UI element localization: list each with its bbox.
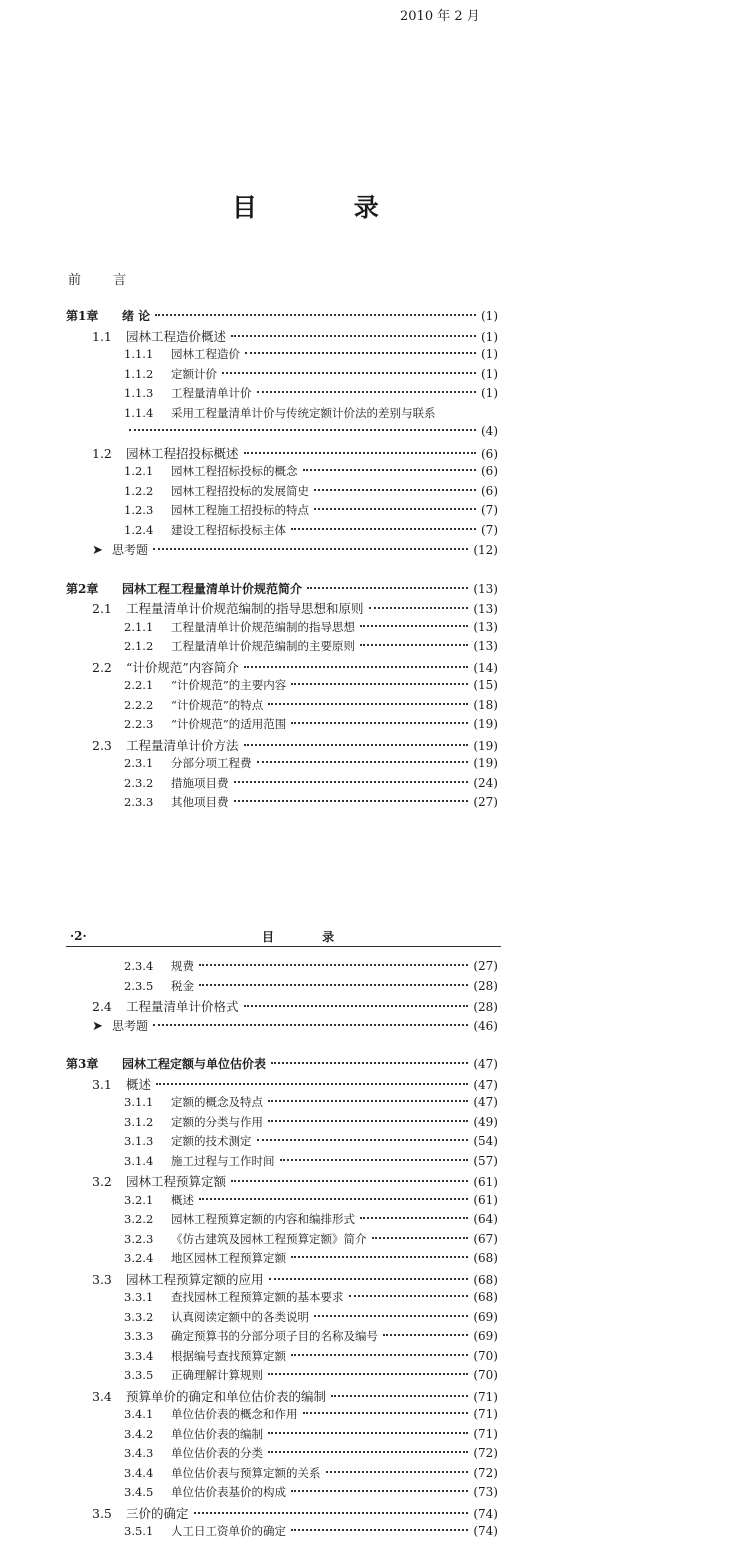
toc-page-number: (74)	[473, 1524, 498, 1538]
toc-entry[interactable]	[66, 385, 498, 405]
dot-leader	[153, 1024, 468, 1026]
dot-leader	[244, 744, 469, 746]
toc-number: 2.3.3	[124, 795, 154, 809]
toc-title: “计价规范”内容简介	[126, 659, 239, 675]
toc-entry[interactable]	[66, 697, 498, 717]
toc-entry[interactable]	[66, 658, 498, 678]
dot-leader	[199, 984, 468, 986]
toc-page-number: (19)	[473, 756, 498, 770]
toc-entry[interactable]	[66, 327, 498, 347]
toc-number: 3.3	[92, 1271, 112, 1287]
toc-number: 2.3.5	[124, 978, 154, 993]
toc-number: 2.2.1	[124, 678, 154, 692]
toc-page-number: (6)	[481, 483, 498, 498]
toc-title: 绪 论	[122, 309, 151, 323]
dot-leader	[291, 1256, 468, 1258]
toc-page-number: (61)	[473, 1192, 498, 1207]
toc-title: 预算单价的确定和单位估价表的编制	[126, 1388, 327, 1404]
toc-number: 3.1.4	[124, 1153, 154, 1168]
toc-title: 园林工程造价	[171, 347, 240, 361]
dot-leader	[360, 625, 468, 627]
toc-page-number: (54)	[473, 1134, 498, 1148]
toc-entry[interactable]	[66, 1231, 498, 1251]
toc-page-number: (19)	[473, 717, 498, 731]
toc-page-number: (64)	[473, 1212, 498, 1226]
toc-title: 园林工程招标投标的概念	[171, 464, 298, 478]
toc-number: 2.1.1	[124, 619, 154, 634]
toc-title: 规费	[171, 959, 194, 973]
toc-title: 施工过程与工作时间	[171, 1153, 275, 1168]
toc-page-number: (74)	[473, 1506, 498, 1521]
page-header	[66, 927, 501, 947]
toc-page-number: (47)	[473, 1057, 498, 1071]
dot-leader	[349, 1295, 469, 1297]
toc-title: 园林工程招投标的发展简史	[171, 483, 309, 498]
toc-page-number: (15)	[473, 678, 498, 692]
toc-title: 园林工程施工招投标的特点	[171, 503, 309, 517]
toc-number: 3.3.1	[124, 1290, 154, 1304]
toc-entry[interactable]	[66, 599, 498, 619]
toc-entry[interactable]	[66, 1328, 498, 1348]
toc-number: 2.3.2	[124, 775, 154, 790]
toc-number: 第3章	[66, 1057, 99, 1071]
toc-page-number: (27)	[473, 795, 498, 809]
toc-entry-exercises[interactable]	[66, 541, 498, 561]
toc-entry[interactable]	[66, 677, 498, 697]
toc-page-number: (7)	[481, 503, 498, 517]
toc-entry[interactable]	[66, 638, 498, 658]
toc-title: 工程量清单计价规范编制的主要原则	[171, 639, 355, 653]
dot-leader	[291, 1354, 468, 1356]
toc-page-number: (24)	[473, 775, 498, 790]
dot-leader	[268, 1432, 468, 1434]
dot-leader	[222, 372, 476, 374]
toc-title: 概述	[171, 1192, 194, 1207]
arrow-bullet-icon: ➤	[92, 543, 103, 558]
toc-page-number: (1)	[481, 309, 498, 323]
toc-number: 3.2.3	[124, 1231, 154, 1246]
toc-page-number: (73)	[473, 1485, 498, 1499]
toc-title: 《仿古建筑及园林工程预算定额》简介	[171, 1231, 367, 1246]
toc-title: 单位估价表的编制	[171, 1426, 263, 1441]
toc-number: 3.4	[92, 1388, 112, 1404]
toc-page-number: (71)	[473, 1389, 498, 1404]
toc-entry[interactable]	[66, 483, 498, 503]
dot-leader	[307, 587, 468, 589]
dot-leader	[269, 1278, 469, 1280]
toc-entry[interactable]	[66, 1484, 498, 1504]
toc-page-number: (71)	[473, 1407, 498, 1421]
toc-title: 园林工程预算定额的应用	[126, 1271, 264, 1287]
toc-entry[interactable]	[66, 1426, 498, 1446]
toc-title: 园林工程招投标概述	[126, 445, 239, 461]
dot-leader	[155, 314, 476, 316]
toc-number: 2.3.1	[124, 756, 154, 770]
toc-page-number: (69)	[473, 1329, 498, 1343]
toc-number: 3.2.2	[124, 1212, 154, 1226]
toc-number: 3.1.2	[124, 1114, 154, 1129]
dot-leader	[244, 452, 476, 454]
toc-entry[interactable]	[66, 794, 498, 814]
dot-leader	[314, 508, 476, 510]
toc-entry[interactable]	[66, 1523, 498, 1543]
toc-title: 确定预算书的分部分项子目的名称及编号	[171, 1329, 378, 1343]
toc-entry[interactable]	[66, 1348, 498, 1368]
toc-title: 三价的确定	[126, 1505, 189, 1521]
dot-leader	[369, 607, 469, 609]
dot-leader	[199, 1198, 468, 1200]
toc-title: 思考题	[112, 543, 149, 557]
toc-entry[interactable]	[66, 346, 498, 366]
toc-entry[interactable]	[66, 463, 498, 483]
toc-number: 2.4	[92, 999, 112, 1014]
toc-entry[interactable]	[66, 978, 498, 998]
toc-entry-exercises[interactable]	[66, 1017, 498, 1037]
dot-leader	[199, 964, 468, 966]
toc-entry[interactable]	[66, 1211, 498, 1231]
toc-page-number: (1)	[481, 366, 498, 381]
toc-page-number: (14)	[473, 660, 498, 675]
dot-leader	[257, 391, 477, 393]
dot-leader	[268, 703, 468, 705]
running-title: 目 录	[262, 930, 357, 944]
toc-entry[interactable]	[66, 1250, 498, 1270]
toc-number: 2.2	[92, 659, 112, 675]
dot-leader	[156, 1083, 468, 1085]
toc-entry[interactable]	[66, 958, 498, 978]
toc-number: 1.2.2	[124, 483, 154, 498]
toc-number: 3.2	[92, 1174, 112, 1189]
dot-leader	[291, 1529, 468, 1531]
toc-entry[interactable]	[66, 366, 498, 386]
toc-title: 措施项目费	[171, 775, 229, 790]
toc-entry[interactable]	[66, 1445, 498, 1465]
toc-number: 3.4.2	[124, 1426, 154, 1441]
toc-title: 工程量清单计价规范编制的指导思想	[171, 619, 355, 634]
toc-title: 单位估价表的概念和作用	[171, 1407, 298, 1421]
toc-page-number: (13)	[473, 619, 498, 634]
toc-entry[interactable]	[66, 1309, 498, 1329]
dot-leader	[231, 335, 476, 337]
toc-page-number: (68)	[473, 1272, 498, 1287]
toc-title: 工程量清单计价方法	[126, 737, 239, 753]
dot-leader	[244, 1005, 469, 1007]
toc-page-number: (46)	[473, 1018, 498, 1033]
arrow-bullet-icon: ➤	[92, 1018, 103, 1034]
toc-page-number: (6)	[481, 464, 498, 478]
toc-entry[interactable]	[66, 1172, 498, 1192]
toc-number: 3.5.1	[124, 1524, 154, 1538]
toc-number: 3.4.3	[124, 1446, 154, 1460]
toc-entry[interactable]	[66, 1055, 498, 1075]
toc-number: 2.1.2	[124, 639, 154, 653]
toc-number: 3.2.4	[124, 1251, 154, 1265]
dot-leader	[291, 722, 468, 724]
dot-leader	[257, 1139, 469, 1141]
dot-leader	[271, 1062, 468, 1064]
dot-leader	[280, 1159, 469, 1161]
toc-number: 2.1	[92, 601, 112, 616]
toc-page-number: (68)	[473, 1251, 498, 1265]
toc-title: 园林工程预算定额	[126, 1174, 227, 1189]
toc-title: 园林工程造价概述	[126, 328, 227, 344]
toc-page-number: (28)	[473, 978, 498, 993]
toc-entry[interactable]	[66, 405, 498, 425]
toc-entry[interactable]	[66, 307, 498, 327]
dot-leader	[268, 1451, 468, 1453]
toc-title: “计价规范”的主要内容	[171, 678, 287, 692]
toc-number: 3.4.5	[124, 1485, 154, 1499]
toc-entry[interactable]	[66, 1289, 498, 1309]
toc-title: 园林工程定额与单位估价表	[122, 1057, 267, 1071]
toc-title: 概述	[126, 1076, 152, 1092]
toc-title: 正确理解计算规则	[171, 1368, 263, 1382]
dot-leader	[360, 644, 468, 646]
toc-number: 2.3.4	[124, 959, 154, 973]
toc-page-number: (47)	[473, 1095, 498, 1109]
toc-page-number: (70)	[473, 1348, 498, 1363]
toc-page-number: (28)	[473, 1000, 498, 1014]
toc-entry[interactable]	[66, 1192, 498, 1212]
toc-entry[interactable]	[66, 1270, 498, 1290]
toc-number: 1.1	[92, 328, 112, 344]
toc-entry[interactable]	[66, 736, 498, 756]
toc-entry[interactable]	[66, 775, 498, 795]
dot-leader	[314, 1315, 468, 1317]
toc-number: 第1章	[66, 309, 99, 323]
toc-entry[interactable]	[66, 1387, 498, 1407]
dot-leader	[331, 1395, 468, 1397]
toc-page-number: (49)	[473, 1114, 498, 1129]
toc-title: “计价规范”的特点	[171, 697, 264, 712]
toc-number: 3.3.2	[124, 1309, 154, 1324]
toc-number: 3.1.3	[124, 1134, 154, 1148]
toc-entry[interactable]	[66, 1406, 498, 1426]
dot-leader	[360, 1217, 468, 1219]
dot-leader	[245, 352, 476, 354]
toc-title: 地区园林工程预算定额	[171, 1251, 286, 1265]
dot-leader	[234, 800, 469, 802]
toc-number: 3.4.1	[124, 1407, 154, 1421]
toc-page-number: (68)	[473, 1290, 498, 1304]
toc-page-number: (69)	[473, 1309, 498, 1324]
toc-title: 定额的分类与作用	[171, 1114, 263, 1129]
toc-title: 其他项目费	[171, 795, 229, 809]
toc-title: 工程量清单计价	[171, 386, 252, 400]
toc-title: 园林工程工程量清单计价规范简介	[122, 581, 303, 596]
toc-page-number: (61)	[473, 1175, 498, 1189]
toc-page-number: (13)	[473, 602, 498, 616]
dot-leader	[231, 1180, 468, 1182]
dot-leader	[383, 1334, 468, 1336]
toc-title: 根据编号查找预算定额	[171, 1348, 286, 1363]
toc-title: 人工日工资单价的确定	[171, 1524, 286, 1538]
toc-page-number: (70)	[473, 1368, 498, 1382]
toc-number: 3.1	[92, 1076, 112, 1092]
toc-number: 1.1.1	[124, 347, 154, 361]
dot-leader	[372, 1237, 469, 1239]
page-title: 目 录	[232, 193, 423, 222]
toc-entry-continuation[interactable]	[66, 424, 498, 444]
toc-page-number: (6)	[481, 446, 498, 461]
toc-page-number: (12)	[473, 543, 498, 557]
toc-number: 3.3.4	[124, 1348, 154, 1363]
toc-page-number: (1)	[481, 347, 498, 361]
toc-page-number: (57)	[473, 1153, 498, 1168]
toc-number: 3.5	[92, 1505, 112, 1521]
toc-number: 3.3.5	[124, 1368, 154, 1382]
toc-title: 园林工程预算定额的内容和编排形式	[171, 1212, 355, 1226]
toc-page-number: (13)	[473, 639, 498, 653]
publication-date: 2010 年 2 月	[400, 9, 480, 24]
toc-entry[interactable]	[66, 522, 498, 542]
toc-entry[interactable]	[66, 1114, 498, 1134]
toc-title: 定额的概念及特点	[171, 1095, 263, 1109]
toc-page-number: (72)	[473, 1446, 498, 1460]
toc-title: 定额的技术测定	[171, 1134, 252, 1148]
toc-entry[interactable]	[66, 1465, 498, 1485]
dot-leader	[314, 489, 476, 491]
toc-number: 3.2.1	[124, 1192, 154, 1207]
dot-leader	[268, 1120, 468, 1122]
toc-title: 查找园林工程预算定额的基本要求	[171, 1290, 344, 1304]
dot-leader	[234, 781, 469, 783]
toc-entry[interactable]	[66, 619, 498, 639]
toc-list-page-1	[66, 307, 498, 814]
toc-list-page-2	[66, 958, 498, 1543]
dot-leader	[194, 1512, 469, 1514]
toc-entry-preface[interactable]: 前 言	[68, 273, 141, 288]
dot-leader	[291, 528, 476, 530]
toc-number: 2.2.2	[124, 697, 154, 712]
toc-number: 1.1.2	[124, 366, 154, 381]
toc-page-number: (18)	[473, 697, 498, 712]
toc-title: 分部分项工程费	[171, 756, 252, 770]
toc-title: 税金	[171, 978, 194, 993]
dot-leader	[303, 1412, 469, 1414]
toc-entry[interactable]	[66, 1504, 498, 1524]
toc-title: 工程量清单计价规范编制的指导思想和原则	[126, 601, 364, 616]
toc-entry[interactable]	[66, 1367, 498, 1387]
toc-page-number: (7)	[481, 522, 498, 537]
toc-title: 单位估价表的分类	[171, 1446, 263, 1460]
toc-title: 单位估价表基价的构成	[171, 1485, 286, 1499]
toc-title: 单位估价表与预算定额的关系	[171, 1465, 321, 1480]
dot-leader	[257, 761, 469, 763]
toc-page-number: (13)	[473, 581, 498, 596]
toc-title: 思考题	[112, 1018, 149, 1033]
toc-number: 第2章	[66, 581, 99, 596]
toc-title: 采用工程量清单计价与传统定额计价法的差别与联系	[171, 405, 436, 420]
toc-number: 1.2.1	[124, 464, 154, 478]
page-number: ·2·	[70, 929, 87, 943]
toc-number: 1.1.3	[124, 386, 154, 400]
toc-number: 1.1.4	[124, 405, 154, 420]
toc-number: 3.4.4	[124, 1465, 154, 1480]
toc-number: 2.2.3	[124, 717, 154, 731]
toc-page-number: (71)	[473, 1426, 498, 1441]
toc-title: 工程量清单计价格式	[126, 999, 239, 1014]
toc-entry[interactable]	[66, 444, 498, 464]
dot-leader	[268, 1373, 468, 1375]
toc-page-number: (72)	[473, 1465, 498, 1480]
dot-leader	[153, 548, 468, 550]
toc-page-number: (1)	[481, 329, 498, 344]
toc-title: 建设工程招标投标主体	[171, 522, 286, 537]
dot-leader	[291, 683, 468, 685]
toc-entry[interactable]	[66, 755, 498, 775]
toc-title: “计价规范”的适用范围	[171, 717, 287, 731]
toc-number: 3.3.3	[124, 1329, 154, 1343]
dot-leader	[244, 666, 469, 668]
toc-entry[interactable]	[66, 1153, 498, 1173]
toc-title: 定额计价	[171, 366, 217, 381]
dot-leader	[129, 429, 476, 431]
toc-page-number: (67)	[473, 1231, 498, 1246]
toc-entry[interactable]	[66, 716, 498, 736]
toc-entry[interactable]	[66, 580, 498, 600]
toc-entry[interactable]	[66, 1094, 498, 1114]
toc-number: 2.3	[92, 737, 112, 753]
toc-number: 1.2	[92, 445, 112, 461]
toc-page-number: (1)	[481, 386, 498, 400]
dot-leader	[268, 1100, 468, 1102]
toc-entry[interactable]	[66, 1133, 498, 1153]
toc-page-number: (4)	[481, 424, 498, 438]
toc-page-number: (19)	[473, 738, 498, 753]
toc-entry[interactable]	[66, 502, 498, 522]
dot-leader	[291, 1490, 468, 1492]
dot-leader	[303, 469, 477, 471]
toc-number: 1.2.4	[124, 522, 154, 537]
toc-number: 1.2.3	[124, 503, 154, 517]
toc-page-number: (47)	[473, 1077, 498, 1092]
toc-entry[interactable]	[66, 1075, 498, 1095]
toc-number: 3.1.1	[124, 1095, 154, 1109]
toc-page-number: (27)	[473, 959, 498, 973]
toc-title: 认真阅读定额中的各类说明	[171, 1309, 309, 1324]
toc-entry[interactable]	[66, 997, 498, 1017]
dot-leader	[326, 1471, 469, 1473]
